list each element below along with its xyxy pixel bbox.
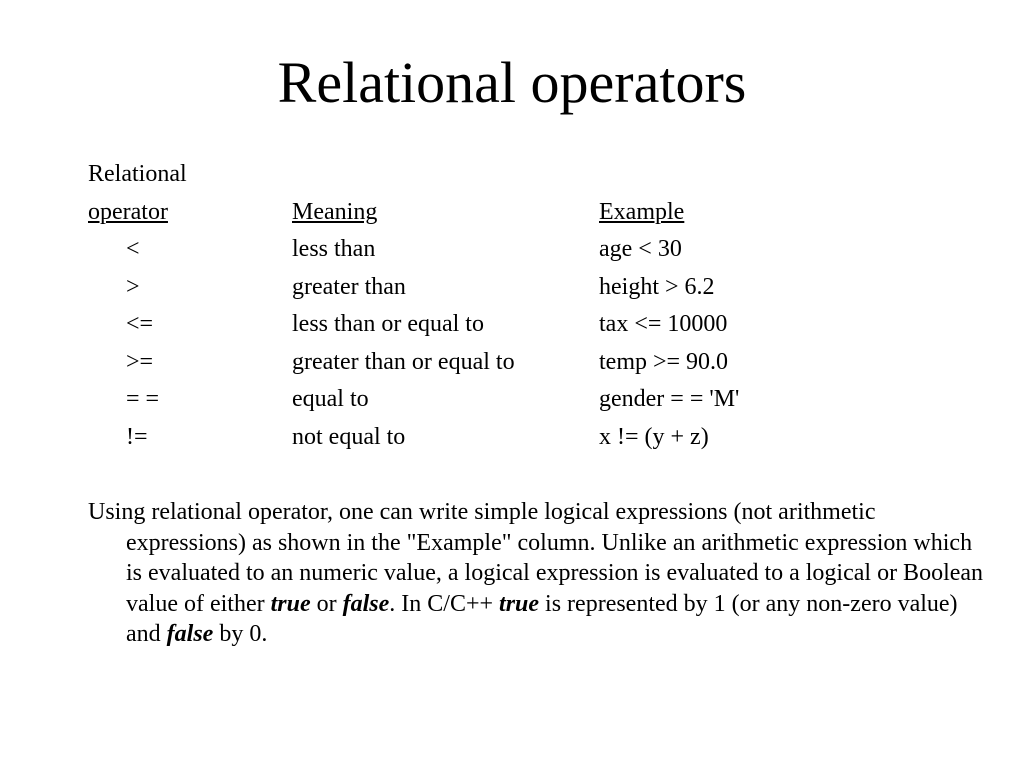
paragraph-text: by 0. [213,621,268,648]
meaning-cell: less than [292,236,376,262]
slide-title: Relational operators [277,50,747,115]
paragraph-text: Using relational operator, one can write simple logical expressions (not arithmetic expressions) as shown in the "Example" column. Unlike an arithmetic expression which is evaluated to an numeric value, a logical expression is evaluated to a logical or Boolean value of either [88,499,984,617]
meaning-cell: greater than [292,273,406,300]
example-cell: age < 30 [599,236,682,262]
operator-cell: = = [126,386,160,412]
meaning-cell: not equal to [292,423,406,450]
example-cell: x != (y + z) [599,423,709,450]
paragraph-text: . In C/C++ [389,590,500,617]
example-cell: height > 6.2 [599,273,715,300]
meaning-cell: less than or equal to [292,311,484,337]
operator-cell: > [126,273,140,300]
explanation-paragraph [88,497,986,650]
operator-cell: >= [126,348,154,375]
header-example: Example [599,198,685,225]
meaning-cell: equal to [292,386,369,412]
paragraph-text: is represented by 1 (or any non-zero value) and [126,590,958,648]
keyword-true: true [499,590,540,617]
paragraph-text: or [310,590,343,617]
header-relational: Relational [88,161,187,187]
operator-cell: < [126,236,140,262]
header-operator: operator [88,198,168,225]
operator-cell: <= [126,311,154,337]
header-meaning: Meaning [292,198,378,225]
example-cell: temp >= 90.0 [599,348,729,375]
keyword-false: false [166,621,214,648]
keyword-false: false [342,590,390,617]
example-cell: tax <= 10000 [599,311,728,337]
meaning-cell: greater than or equal to [292,348,515,375]
keyword-true: true [270,590,311,617]
example-cell: gender = = 'M' [599,386,740,412]
operator-cell: != [126,423,148,450]
